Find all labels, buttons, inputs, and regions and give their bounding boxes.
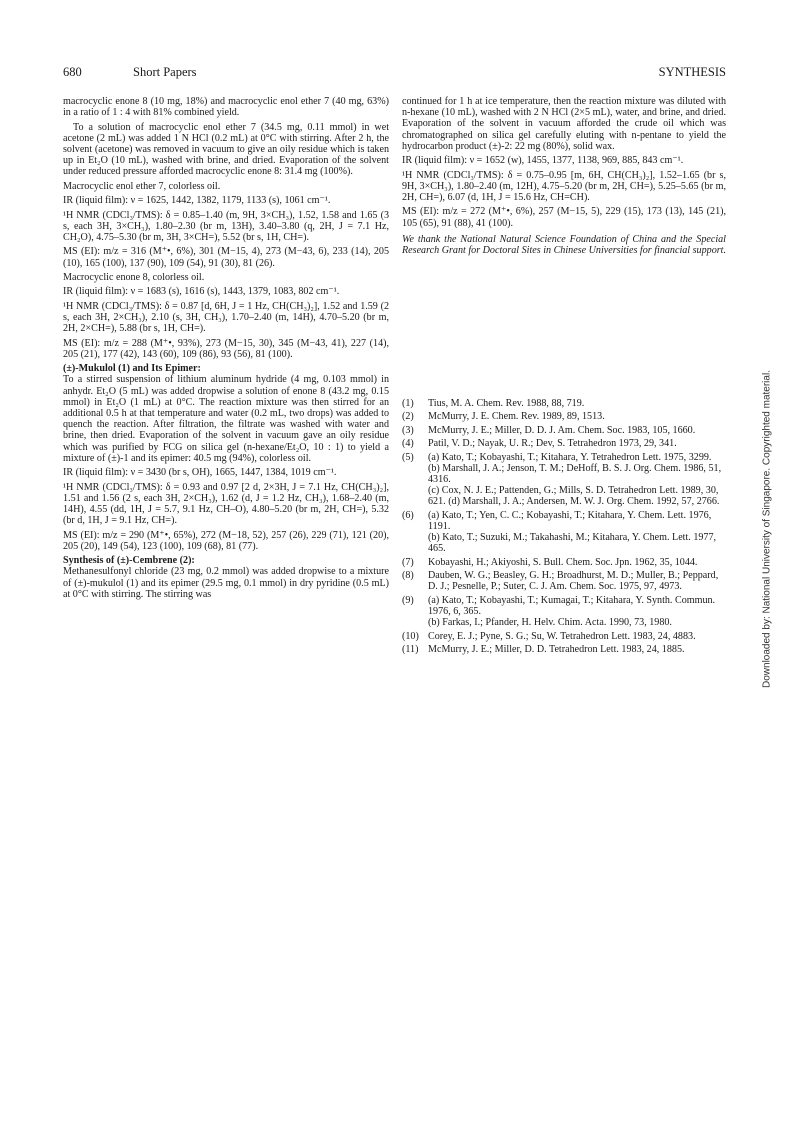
reference-item [402, 438, 726, 449]
reference-list [402, 398, 726, 657]
reference-item [402, 510, 726, 555]
download-watermark [756, 366, 778, 691]
left-heading: (±)-Mukulol (1) and Its Epimer: [63, 363, 201, 375]
reference-item [402, 398, 726, 409]
right-paragraph: continued for 1 h at ice temperature, then the reaction mixture was diluted with n-hexane (10 mL), washed with 2 N HCl (2×5 mL), water, and brine, and dried. Evaporation of the solvent in vacuum afforded the crude oil which was chromatographed on silica gel carefully eluting with n-pentane to yield the hydrocarbon product (±)-2: 22 mg (80%), solid wax. [402, 96, 726, 152]
section-title: Short Papers [133, 65, 197, 79]
left-paragraph: Macrocyclic enone 8, colorless oil. [63, 271, 205, 283]
right-paragraph: IR (liquid film): ν = 1652 (w), 1455, 1377, 1138, 969, 885, 843 cm⁻¹. [402, 155, 684, 167]
right-acknowledgement: We thank the National Natural Science Foundation of China and the Special Research Grant for Doctoral Sites in Chinese Universities for financial support. [402, 233, 727, 256]
reference-number: (5) [402, 451, 414, 463]
left-paragraph: Methanesulfonyl chloride (23 mg, 0.2 mmol) was added dropwise to a mixture of (±)-mukulol (1) and its epimer (29.5 mg, 0.1 mmol) in dry pyridine (0.5 mL) at 0°C with stirring. The stirring was [63, 566, 389, 600]
reference-item [402, 644, 726, 655]
left-paragraph: MS (EI): m/z = 290 (M⁺•, 65%), 272 (M−18, 52), 257 (26), 229 (71), 121 (20), 205 (20), 149 (54), 123 (100), 109 (68), 81 (77). [63, 529, 389, 552]
reference-number: (11) [402, 643, 419, 655]
reference-text: Tius, M. A. Chem. Rev. 1988, 88, 719. [428, 398, 585, 409]
reference-number: (3) [402, 424, 414, 436]
page-header [63, 65, 726, 81]
download-watermark-text: Downloaded by: National University of Singapore. Copyrighted material. [761, 369, 773, 688]
reference-item [402, 631, 726, 642]
reference-item [402, 425, 726, 436]
left-paragraph: To a stirred suspension of lithium aluminum hydride (4 mg, 0.103 mmol) in anhydr. Et₂O (5 mL) was added dropwise a solution of enone 8 (43.2 mg, 0.15 mmol) in Et₂O (1 mL) at 0°C. The reaction mixture was then stirred for an additional 0.5 h at that temperature and water (0.2 mL, two drops) was added to quench the reaction. After filtration, the filtrate was washed with water and brine, then dried. Evaporation of the solvent in vacuum gave an oily residue which was purified by FCG on silica gel (n-hexane/Et₂O, 10 : 1) to yield a mixture of (±)-1 and its epimer: 40.5 mg (94%), colorless oil. [63, 374, 389, 464]
page-number: 680 [63, 65, 82, 79]
reference-item [402, 452, 726, 508]
left-heading: Synthesis of (±)-Cembrene (2): [63, 555, 195, 567]
reference-text: McMurry, J. E.; Miller, D. D. Tetrahedron Lett. 1983, 24, 1885. [428, 643, 685, 655]
reference-number: (10) [402, 630, 419, 642]
reference-item [402, 570, 726, 592]
reference-item [402, 411, 726, 422]
reference-text: (a) Kato, T.; Kobayashi, T.; Kitahara, Y. Tetrahedron Lett. 1975, 3299. (b) Marshall, J. A.; Jenson, T. M.; DeHoff, B. S. J. Org. Chem. 1986, 51, 4316. (c) Cox, N. J. E.; Pattenden, G.; Mills, S. D. Tetrahedron Lett. 1989, 30, 621. (d) Marshall, J. A.; Andersen, M. W. J. Org. Chem. 1992, 57, 2766. [428, 451, 722, 508]
reference-number: (9) [402, 594, 414, 606]
left-paragraph: MS (EI): m/z = 288 (M⁺•, 93%), 273 (M−15, 30), 345 (M−43, 41), 227 (14), 205 (21), 177 (42), 143 (60), 109 (86), 93 (56), 81 (100). [63, 337, 389, 360]
left-column [63, 96, 389, 603]
reference-item [402, 557, 726, 568]
reference-number: (7) [402, 556, 414, 568]
reference-text: McMurry, J. E. Chem. Rev. 1989, 89, 1513. [428, 411, 605, 423]
left-paragraph: MS (EI): m/z = 316 (M⁺•, 6%), 301 (M−15, 4), 273 (M−43, 6), 233 (14), 205 (10), 165 (100), 137 (90), 109 (54), 91 (30), 81 (26). [63, 246, 389, 269]
reference-text: McMurry, J. E.; Miller, D. D. J. Am. Chem. Soc. 1983, 105, 1660. [428, 424, 696, 436]
reference-item [402, 595, 726, 629]
left-paragraph: IR (liquid film): ν = 1625, 1442, 1382, 1179, 1133 (s), 1061 cm⁻¹. [63, 195, 331, 207]
reference-text: Kobayashi, H.; Akiyoshi, S. Bull. Chem. Soc. Jpn. 1962, 35, 1044. [428, 556, 698, 568]
reference-text: (a) Kato, T.; Kobayashi, T.; Kumagai, T.; Kitahara, Y. Synth. Commun. 1976, 6, 365. (b) Farkas, I.; Pfander, H. Helv. Chim. Acta. 1990, 73, 1980. [428, 594, 716, 629]
reference-number: (1) [402, 398, 414, 409]
left-paragraph: IR (liquid film): ν = 1683 (s), 1616 (s), 1443, 1379, 1083, 802 cm⁻¹. [63, 286, 340, 298]
reference-text: (a) Kato, T.; Yen, C. C.; Kobayashi, T.; Kitahara, Y. Chem. Lett. 1976, 1191. (b) Kato, T.; Suzuki, M.; Takahashi, M.; Kitahara, Y. Chem. Lett. 1977, 465. [428, 509, 717, 555]
left-paragraph: ¹H NMR (CDCl₃/TMS): δ = 0.87 [d, 6H, J = 1 Hz, CH(CH₃)₂], 1.52 and 1.59 (2 s, each 3H, 2×CH₃), 2.10 (s, 3H, CH₃), 1.70–2.40 (m, 14H), 4.70–5.20 (br m, 2H, 2×CH=), 5.88 (br s, 1H, CH=). [63, 300, 389, 335]
reference-number: (2) [402, 411, 414, 423]
journal-name: SYNTHESIS [658, 65, 726, 79]
left-paragraph: ¹H NMR (CDCl₃/TMS): δ = 0.85–1.40 (m, 9H, 3×CH₃), 1.52, 1.58 and 1.65 (3 s, each 3H, 3×CH₃), 1.80–2.30 (br m, 13H), 3.40–3.80 (q, 2H, J = 7.1 Hz, CH₂O), 4.75–5.30 (br m, 3H, 3×CH=), 5.52 (br s, 1H, CH=). [63, 209, 389, 243]
reference-number: (4) [402, 438, 414, 450]
left-paragraph: ¹H NMR (CDCl₃/TMS): δ = 0.93 and 0.97 [2 d, 2×3H, J = 7.1 Hz, CH(CH₃)₂], 1.51 and 1.56 (2 s, each 3H, 2×CH₃), 1.62 (d, J = 1.2 Hz, CH₃), 1.68–2.40 (m, 14H), 4.55 (dd, 1H, J = 5.7, 9.1 Hz, CH–O), 4.80–5.20 (br m, 2H, CH=), 5.32 (br d, 1H, J = 9.1 Hz, CH=). [63, 481, 389, 527]
right-paragraph: ¹H NMR (CDCl₃/TMS): δ = 0.75–0.95 [m, 6H, CH(CH₃)₂], 1.52–1.65 (br s, 9H, 3×CH₃), 1.80–2.40 (m, 12H), 4.75–5.20 (br m, 2H, CH=), 5.25–5.65 (br m, 2H, CH=), 6.07 (d, 1H, J = 15.6 Hz, CH=CH). [402, 169, 726, 203]
reference-number: (8) [402, 570, 414, 582]
reference-text: Corey, E. J.; Pyne, S. G.; Su, W. Tetrahedron Lett. 1983, 24, 4883. [428, 630, 696, 642]
left-paragraph: Macrocyclic enol ether 7, colorless oil. [63, 180, 221, 192]
right-column [402, 96, 726, 259]
left-paragraph: IR (liquid film): ν = 3430 (br s, OH), 1665, 1447, 1384, 1019 cm⁻¹. [63, 467, 337, 479]
right-paragraph: MS (EI): m/z = 272 (M⁺•, 6%), 257 (M−15, 5), 229 (15), 173 (13), 145 (21), 105 (65), 91 (88), 41 (100). [402, 206, 726, 229]
reference-number: (6) [402, 509, 414, 521]
reference-text: Patil, V. D.; Nayak, U. R.; Dev, S. Tetrahedron 1973, 29, 341. [428, 438, 677, 450]
left-paragraph: To a solution of macrocyclic enol ether 7 (34.5 mg, 0.11 mmol) in wet acetone (2 mL) was added 1 N HCl (0.2 mL) at 0°C with stirring. After 2 h, the solvent (acetone) was removed in vacuum to give an oily residue which is taken up in Et₂O (10 mL), washed with brine, and dried. Evaporation of the solvent under reduced pressure afforded macrocyclic enone 8: 31.4 mg (100%). [63, 121, 389, 178]
reference-text: Dauben, W. G.; Beasley, G. H.; Broadhurst, M. D.; Muller, B.; Peppard, D. J.; Pesnelle, P.; Suter, C. J. Am. Chem. Soc. 1975, 97, 4973. [428, 570, 719, 593]
left-paragraph: macrocyclic enone 8 (10 mg, 18%) and macrocyclic enol ether 7 (40 mg, 63%) in a ratio of 1 : 4 with 81% combined yield. [63, 96, 389, 119]
